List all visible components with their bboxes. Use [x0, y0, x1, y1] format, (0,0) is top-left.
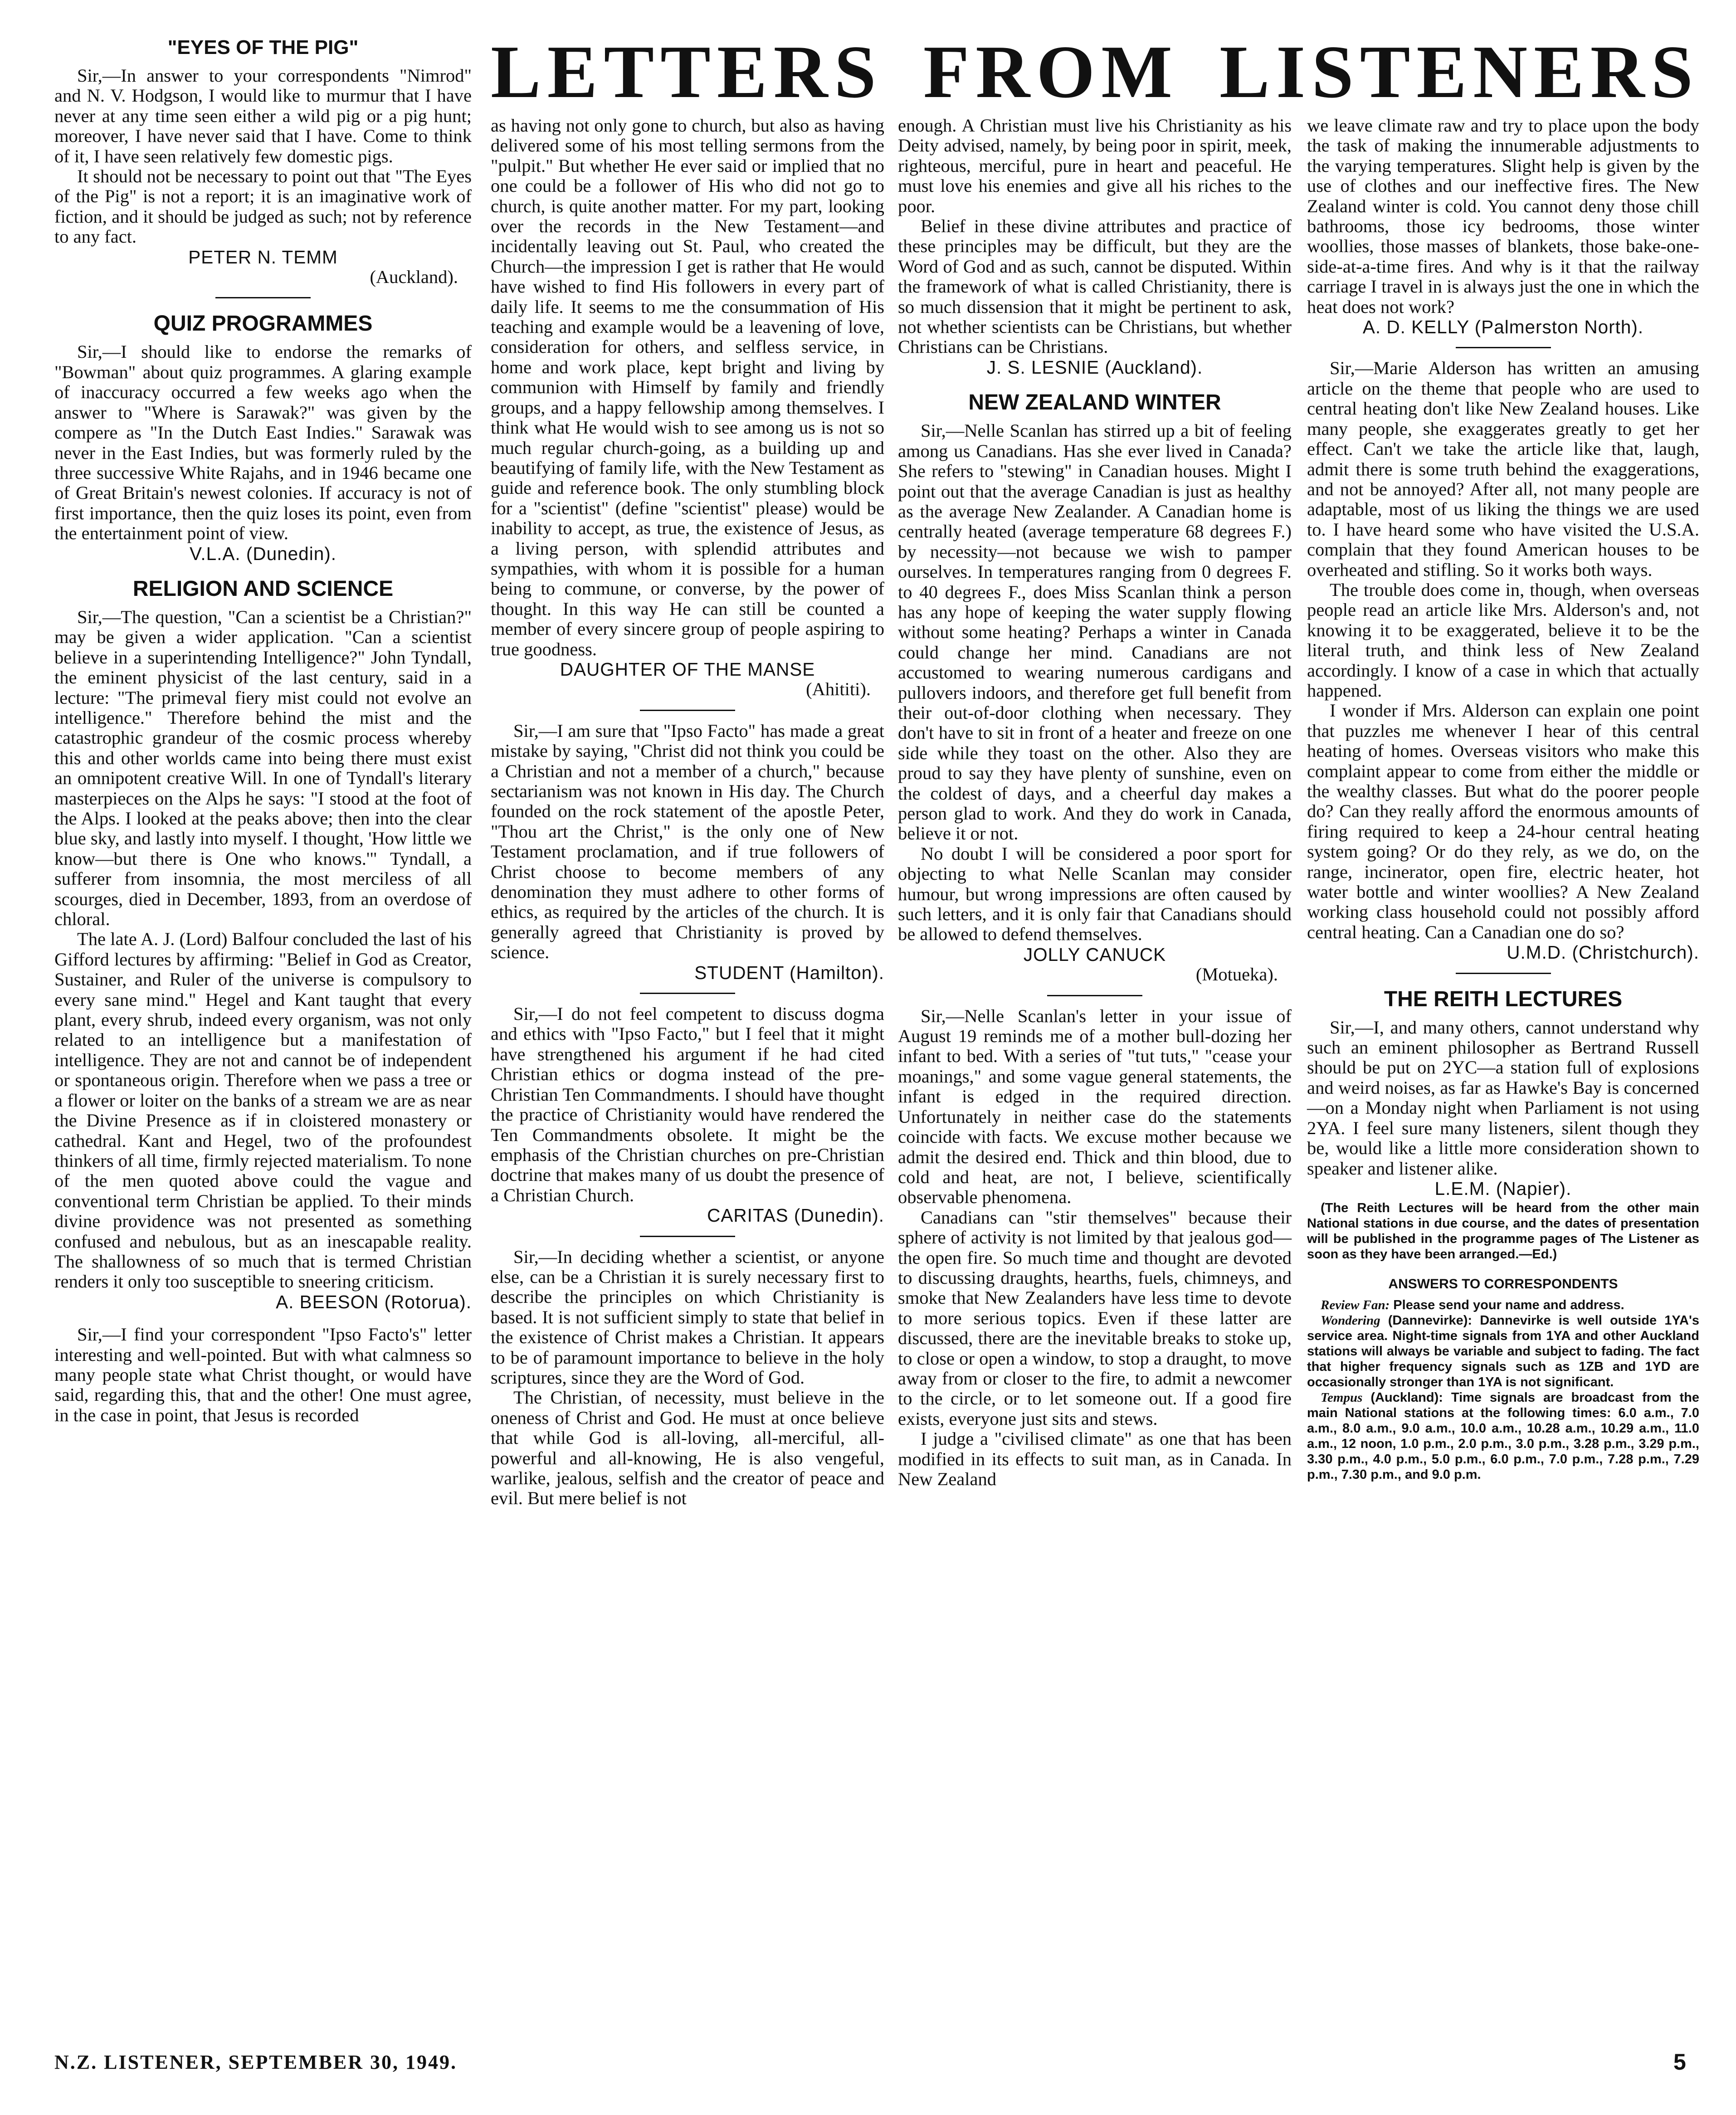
letter-signature: STUDENT (Hamilton). [694, 962, 884, 983]
heading-reith-lectures: THE REITH LECTURES [1384, 987, 1623, 1011]
letter-location: (Auckland). [370, 267, 458, 288]
letter-paragraph: The late A. J. (Lord) Balfour concluded the last of his Gifford lectures by affirming: "Belief in God as Creator, Sustainer, and Ruler of the universe is compulsory to every sane mind." Hegel and Kant taught that every plant, every shrub, indeed every organism, was not only related to an intelligence but a manifestation of intelligence. They are not and cannot be of independent or spontaneous origin. Therefore when we pass a tree or a flower or loiter on the banks of a stream we are as near the Divine Presence as if in cloistered monastery or cathedral. Kant and Hegel, two of the profoundest thinkers of all time, firmly rejected materialism. To none of the men quoted above could the vague and conventional term Christian be applied. To their minds divine providence was not presented as something confused and nebulous, but as an inescapable reality. The shallowness of so much that is termed Christian renders it only too susceptible to sneering criticism. [54, 929, 472, 1292]
letter-paragraph: Canadians can "stir themselves" because their sphere of activity is not limited by that jealous god—the open fire. So much time and thought are devoted to discussing draughts, hearths, fuels, chimneys, and smoke that New Zealanders have less time to devote to more serious topics. Even if these latter are discussed, there are the inevitable breaks to stoke up, to close or open a window, to stop a draught, to move away from or closer to the fire, to admit a newcomer to the circle, or to let someone out. If a good fire exists, everyone just sits and stews. [898, 1207, 1292, 1429]
letter-signature: JOLLY CANUCK [1023, 944, 1166, 965]
column-4 [1307, 116, 1699, 1482]
editor-note: (The Reith Lectures will be heard from the other main National stations in due course, and the dates of presentation will be published in the programme pages of The Listener as soon as they have been arranged.—Ed.) [1307, 1201, 1699, 1262]
letter-signature: U.M.D. (Christchurch). [1507, 942, 1699, 963]
letter-signature: J. S. LESNIE (Auckland). [986, 356, 1203, 378]
divider-rule [1456, 973, 1551, 974]
answer-name: Tempus [1321, 1390, 1363, 1405]
letter-location: (Motueka). [1195, 964, 1278, 985]
heading-quiz-programmes: QUIZ PROGRAMMES [153, 312, 373, 336]
answer-item [1307, 1390, 1699, 1482]
letter-paragraph: Sir,—I find your correspondent "Ipso Facto's" letter interesting and well-pointed. But with what calmness so many people state what Christ thought, or would have said, regarding this, that and the other! One must agree, in the case in point, that Jesus is recorded [54, 1324, 472, 1425]
letter-signature: L.E.M. (Napier). [1434, 1178, 1572, 1199]
letter-paragraph: The Christian, of necessity, must believe in the oneness of Christ and God. He must at once believe that while God is all-loving, all-merciful, all-powerful and all-knowing, He is also vengeful, warlike, jealous, selfish and the creator of peace and evil. But mere belief is not [491, 1387, 884, 1509]
heading-religion-and-science: RELIGION AND SCIENCE [132, 576, 394, 601]
letter-paragraph: enough. A Christian must live his Christianity as his Deity advised, namely, by being poor in spirit, meek, righteous, merciful, pure in heart and peaceful. He must love his enemies and give all his riches to the poor. [898, 115, 1292, 216]
divider-rule [640, 710, 735, 711]
letter-paragraph: I wonder if Mrs. Alderson can explain one point that puzzles me whenever I hear of this central heating of homes. Overseas visitors who make this complaint appear to come from either the middle or the wealthy classes. But what do the poorer people do? Can they really afford the enormous amounts of firing required to keep a 24-hour central heating system going? Or do they rely, as we do, on the range, incinerator, open fire, electric heater, hot water bottle and winter woollies? A New Zealand working class household could not possibly afford central heating. Can a Canadian one do so? [1307, 700, 1699, 942]
heading-new-zealand-winter: NEW ZEALAND WINTER [968, 390, 1221, 415]
letter-signature: V.L.A. (Dunedin). [190, 543, 336, 564]
letter-paragraph: Sir,—The question, "Can a scientist be a Christian?" may be given a wider application. "Can a scientist believe in a superintending Intelligence?" John Tyndall, the eminent physicist of the last century, said in a lecture: "The primeval fiery mist could not evolve an intelligence." Therefore behind the mist and the catastrophic grandeur of the cosmic process whereby this and other worlds came into being there must exist an omnipotent creative Will. In one of Tyndall's literary masterpieces on the Alps he says: "I stood at the foot of the Alps. I looked at the peaks above; then into the clear blue sky, and lastly into myself. I thought, 'How little we know—but there is One who knows.'" Tyndall, a sufferer from insomnia, the most merciless of all scourges, died in December, 1893, from an overdose of chloral. [54, 606, 472, 930]
answer-item [1307, 1313, 1699, 1390]
letter-paragraph: The trouble does come in, though, when overseas people read an article like Mrs. Alderson's and, not knowing it to be exaggerated, believe it to be the literal truth, and think less of New Zealand accordingly. I know of a case in which that actually happened. [1307, 579, 1699, 701]
letter-paragraph: I judge a "civilised climate" as one that has been modified in its effects to suit man, as in Canada. In New Zealand [898, 1428, 1292, 1489]
letter-paragraph: Sir,—Nelle Scanlan has stirred up a bit of feeling among us Canadians. Has she ever lived in Canada? She refers to "stewing" in Canadian houses. Might I point out that the average Canadian is just as healthy as the average New Zealander. A Canadian home is centrally heated (average temperature 68 degrees F.) by necessity—not because we wish to pamper ourselves. In temperatures ranging from 0 degrees F. to 40 degrees F., does Miss Scanlan think a person has any hope of keeping the water supply flowing without some heating? Perhaps a winter in Canada could change her mind. Canadians are not accustomed to wearing numerous cardigans and pullovers indoors, and therefore get full benefit from their out-of-door clothing when necessary. They don't have to sit in front of a heater and freeze on one side while they toast on the other. Also they are proud to say they have plenty of sunshine, even on the coldest of days, and a cheerful day makes a person glad to work. And they do work in Canada, believe it or not. [898, 420, 1292, 844]
divider-rule [1047, 995, 1142, 996]
divider-rule [640, 993, 735, 994]
letter-paragraph: Sir,—I do not feel competent to discuss dogma and ethics with "Ipso Facto," but I feel that it might have strengthened his argument if he had cited Christian ethics or dogma instead of the pre-Christian Ten Commandments. I should have thought the practice of Christianity would have rendered the Ten Commandments obsolete. It might be the emphasis of the Christian churches on pre-Christian doctrine that makes many of us doubt the presence of a Christian Church. [491, 1004, 884, 1205]
letter-location: (Ahititi). [806, 679, 871, 700]
heading-answers-to-correspondents: ANSWERS TO CORRESPONDENTS [1388, 1277, 1618, 1292]
letter-paragraph: as having not only gone to church, but also as having delivered some of his most telling sermons from the "pulpit." But whether He ever said or implied that no one could be a follower of His who did not go to church, is quite another matter. For my part, looking over the records in the New Testament—and incidentally leaving out St. Paul, who created the Church—the impression I get is rather that He would have wished to find His followers in every part of daily life. It seems to me the consummation of His teaching and example would be a leavening of love, consideration for others, and selfless service, in home and work place, kept bright and living by communion with Himself by family and friendly groups, and a happy fellowship among themselves. I think what He would wish to see among us is not so much regular church-going, as a building up and beautifying of family life, with the New Testament as guide and reference book. The only stumbling block for a "scientist" (define "scientist" please) would be inability to accept, as true, the existence of Jesus, as a living person, with splendid attributes and sympathies, with whom it is possible for a human being to commune, or converse, by the power of thought. In this way He can still be counted a member of every sincere group of people aspiring to true goodness. [491, 115, 884, 659]
letter-paragraph: Sir,—Nelle Scanlan's letter in your issue of August 19 reminds me of a mother bull-dozing her infant to bed. With a series of "tut tuts," "cease your moanings," and some vague general statements, the infant is edged in the required direction. Unfortunately in neither case do the statements coincide with facts. We excuse mother because we admit the desired end. Thick and thin blood, due to cold and heat, are not, I believe, scientifically observable phenomena. [898, 1005, 1292, 1208]
letter-paragraph: Sir,—I, and many others, cannot understand why such an eminent philosopher as Bertrand Russell should be put on 2YC—a station full of explosions and weird noises, as far as Hawke's Bay is concerned—on a Monday night when Parliament is not using 2YA. I feel sure many listeners, silent though they be, would like a little more consideration shown to speaker and listener alike. [1307, 1017, 1699, 1179]
column-2 [491, 116, 884, 1509]
masthead-title: LETTERS FROM LISTENERS [491, 30, 1699, 113]
letter-paragraph: Sir,—In answer to your correspondents "Nimrod" and N. V. Hodgson, I would like to murmur that I have never at any time seen either a wild pig or a pig hunt; moreover, I have never said that I have. Come to think of it, I have seen relatively few domestic pigs. [54, 65, 472, 166]
letter-signature: DAUGHTER OF THE MANSE [560, 658, 815, 680]
letter-signature: PETER N. TEMM [188, 246, 338, 268]
letter-paragraph: Sir,—Marie Alderson has written an amusing article on the theme that people who are used to central heating don't like New Zealand houses. Like many people, she exaggerates greatly to get her effect. Can't we take the article like that, laugh, admit there is some truth behind the exaggerations, and not be annoyed? After all, not many people are adaptable, most of us liking the things we are used to. I have heard some who have visited the U.S.A. complain that they found American houses to be overheated and stifling. So it works both ways. [1307, 358, 1699, 580]
divider-rule [640, 1236, 735, 1237]
letter-signature: A. D. KELLY (Palmerston North). [1362, 317, 1644, 338]
letter-paragraph: Sir,—I should like to endorse the remarks of "Bowman" about quiz programmes. A glaring example of inaccuracy occurred a few weeks ago when the answer to "Where is Sarawak?" was given by the compere as "In the Dutch East Indies." Sarawak was never in the East Indies, but was formerly ruled by the three successive White Rajahs, and in 1946 became one of Great Britain's newest colonies. If accuracy is not of first importance, then the quiz loses its point, even from the entertainment point of view. [54, 341, 472, 544]
letter-paragraph: Belief in these divine attributes and practice of these principles may be difficult, but they are the Word of God and as such, cannot be disputed. Within the framework of what is called Christianity, there is so much dissension that it might be pertinent to ask, not whether scientists can be Christians, but whether Christians can be Christians. [898, 216, 1292, 357]
divider-rule [215, 297, 311, 298]
divider-rule [1456, 347, 1551, 348]
footer-issue-line: N.Z. LISTENER, SEPTEMBER 30, 1949. [54, 2051, 458, 2073]
answer-text: (Dannevirke): Dannevirke is well outside 1YA's service area. Night-time signals from 1YA and other Auckland stations will always be variable and subject to fading. The fact that higher frequency signals such as 1ZB and 1YD are occasionally stronger than 1YA is not significant. [1307, 1313, 1699, 1390]
column-1 [54, 34, 472, 1425]
letter-paragraph: No doubt I will be considered a poor sport for objecting to what Nelle Scanlan may consider humour, but wrong impressions are often caused by such letters, and it is only fair that Canadians should be allowed to defend themselves. [898, 843, 1292, 945]
letter-paragraph: Sir,—In deciding whether a scientist, or anyone else, can be a Christian it is surely necessary first to describe the principles on which Christianity is based. It is not sufficient simply to state that belief in the existence of Christ makes a Christian. It appears to be of paramount importance to believe in the holy scriptures, since they are the Word of God. [491, 1246, 884, 1388]
answer-item [1307, 1297, 1699, 1313]
answer-name: Review Fan: [1321, 1298, 1390, 1313]
letter-signature: A. BEESON (Rotorua). [276, 1291, 472, 1312]
letter-paragraph: we leave climate raw and try to place upon the body the task of making the innumerable adjustments to the varying temperatures. Slight help is given by the use of clothes and our ineffective fires. The New Zealand winter is cold. You cannot deny those chill bathrooms, those icy bedrooms, those winter woollies, those masses of blankets, those bake-one-side-at-a-time fires. And why is it that the railway carriage I travel in is always just the one in which the heat does not work? [1307, 115, 1699, 317]
heading-eyes-of-the-pig: "EYES OF THE PIG" [167, 36, 359, 58]
answer-name: Wondering [1321, 1313, 1380, 1328]
letter-paragraph: It should not be necessary to point out that "The Eyes of the Pig" is not a report; it is an imaginative work of fiction, and it should be judged as such; not by reference to any fact. [54, 166, 472, 247]
footer-page-number: 5 [1673, 2049, 1686, 2075]
answer-text: (Auckland): Time signals are broadcast from the main National stations at the following times: 6.0 a.m., 7.0 a.m., 8.0 a.m., 9.0 a.m., 10.0 a.m., 10.28 a.m., 10.29 a.m., 11.0 a.m., 12 noon, 1.0 p.m., 2.0 p.m., 3.0 p.m., 3.28 p.m., 3.29 p.m., 3.30 p.m., 4.0 p.m., 5.0 p.m., 6.0 p.m., 7.0 p.m., 7.28 p.m., 7.29 p.m., 7.30 p.m., and 9.0 p.m. [1307, 1390, 1699, 1482]
column-3 [898, 116, 1292, 1489]
answer-text: Please send your name and address. [1390, 1298, 1624, 1313]
letter-paragraph: Sir,—I am sure that "Ipso Facto" has made a great mistake by saying, "Christ did not think you could be a Christian and not a member of a church," because sectarianism was not known in His day. The Church founded on the rock statement of the apostle Peter, "Thou art the Christ," is the only one of New Testament proclamation, and if true followers of Christ choose to become members of any denomination they must adhere to other forms of ethics, as required by the articles of the church. It is generally agreed that Christianity is proved by science. [491, 720, 884, 963]
letter-signature: CARITAS (Dunedin). [707, 1205, 884, 1226]
